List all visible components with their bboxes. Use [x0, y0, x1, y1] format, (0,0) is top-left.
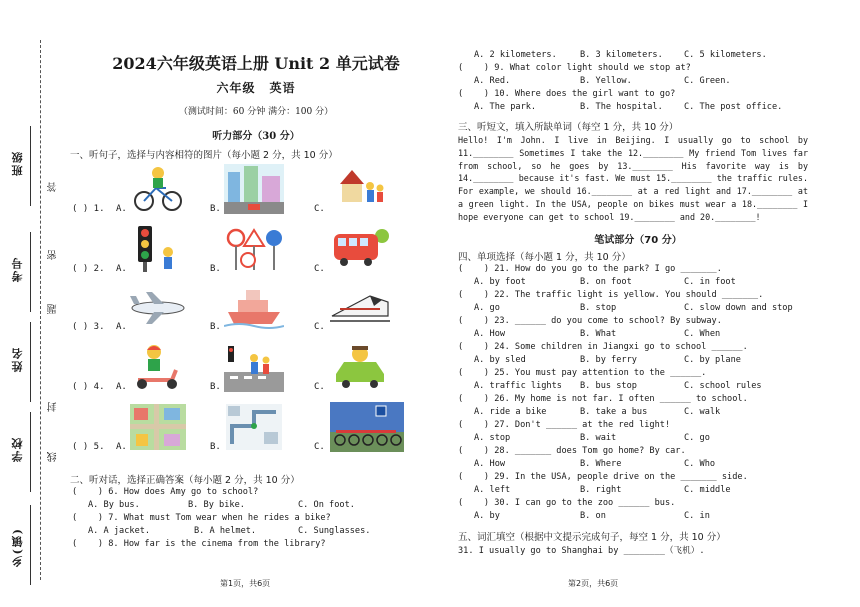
exam-subtitle: [186, 79, 326, 96]
town-map-picture[interactable]: [128, 402, 188, 452]
traffic-signs-picture[interactable]: [224, 224, 284, 274]
q30-option-b: B. on: [580, 511, 606, 521]
class-field[interactable]: [4, 126, 36, 206]
question-28: ( ) 28. _______ does Tom go home? By car.: [458, 446, 686, 456]
part2-title: 二、听对话，选择正确答案（每小题 2 分，共 10 分）: [70, 475, 300, 486]
option-c-label: C.: [314, 442, 325, 452]
question-31: 31. I usually go to Shanghai by ________（飞机）.: [458, 546, 705, 556]
township-field[interactable]: [4, 505, 36, 585]
exam-title: 2024六年级英语上册 Unit 2 单元试卷: [112, 54, 400, 73]
q9-option-c: C. Green.: [684, 76, 731, 86]
airplane-picture[interactable]: [128, 282, 188, 332]
q23-option-c: C. When: [684, 329, 721, 339]
picture-question-4: [66, 342, 448, 398]
q28-option-a: A. How: [474, 459, 506, 469]
picture-question-1: [66, 164, 448, 220]
high-speed-train-picture[interactable]: [330, 282, 390, 332]
q9-option-b: B. Yellow.: [580, 76, 632, 86]
q7-option-a: A. A jacket.: [88, 526, 151, 536]
part3-title: 三、听短文，填入所缺单词（每空 1 分，共 10 分）: [458, 122, 679, 133]
part4-title: 四、单项选择（每小题 1 分，共 10 分）: [458, 252, 631, 263]
seal-char-2: 密: [48, 250, 59, 260]
question-9: ( ) 9. What color light should we stop at?: [458, 63, 691, 73]
q23-option-b: B. What: [580, 329, 617, 339]
q26-option-a: A. ride a bike: [474, 407, 547, 417]
q28-option-b: B. Where: [580, 459, 622, 469]
q6-option-a: A. By bus.: [88, 500, 140, 510]
seal-char-5: 线: [48, 452, 59, 462]
q26-option-c: C. walk: [684, 407, 721, 417]
option-a-label: A.: [116, 322, 127, 332]
q23-option-a: A. How: [474, 329, 506, 339]
question-number: ( ) 3.: [72, 322, 105, 332]
option-b-label: B.: [210, 442, 221, 452]
question-24: ( ) 24. Some children in Jiangxi go to school ______.: [458, 342, 748, 352]
q22-option-b: B. stop: [580, 303, 617, 313]
subject-text: 英语: [269, 81, 296, 95]
q30-option-c: C. in: [684, 511, 710, 521]
page-2-footer: 第2页，共6页: [568, 579, 619, 588]
kids-walking-to-school-picture[interactable]: [330, 164, 390, 214]
q7-option-c: C. Sunglasses.: [298, 526, 371, 536]
seal-char-3: 题: [48, 304, 59, 314]
kids-crossing-road-picture[interactable]: [224, 342, 284, 392]
option-c-label: C.: [314, 264, 325, 274]
option-b-label: B.: [210, 382, 221, 392]
q24-option-a: A. by sled: [474, 355, 526, 365]
q27-option-c: C. go: [684, 433, 710, 443]
township-label: 乡(镇): [11, 527, 24, 568]
question-22: ( ) 22. The traffic light is yellow. You should _______.: [458, 290, 764, 300]
option-a-label: A.: [116, 442, 127, 452]
kid-riding-bike-picture[interactable]: [128, 164, 188, 214]
question-number: ( ) 5.: [72, 442, 105, 452]
binding-strip: [0, 0, 62, 607]
q6-option-b: B. By bike.: [188, 500, 245, 510]
bike-parking-picture[interactable]: [330, 402, 404, 452]
boy-on-scooter-picture[interactable]: [128, 342, 188, 392]
page-2: [458, 0, 810, 607]
q21-option-a: A. by foot: [474, 277, 526, 287]
option-a-label: A.: [116, 204, 127, 214]
option-b-label: B.: [210, 322, 221, 332]
option-b-label: B.: [210, 264, 221, 274]
man-driving-car-picture[interactable]: [330, 342, 390, 392]
question-30: ( ) 30. I can go to the zoo ______ bus.: [458, 498, 676, 508]
part5-title: 五、词汇填空（根据中文提示完成句子，每空 1 分，共 10 分）: [458, 532, 726, 543]
question-26: ( ) 26. My home is not far. I often ______ to school.: [458, 394, 748, 404]
q22-option-c: C. slow down and stop: [684, 303, 793, 313]
page-1-footer: 第1页，共6页: [220, 579, 271, 588]
time-info: （测试时间：60 分钟 满分：100 分）: [178, 107, 334, 117]
q8-option-b: B. 3 kilometers.: [580, 50, 663, 60]
q10-option-b: B. The hospital.: [580, 102, 663, 112]
q25-option-b: B. bus stop: [580, 381, 637, 391]
q25-option-a: A. traffic lights: [474, 381, 562, 391]
question-8: ( ) 8. How far is the cinema from the library?: [72, 539, 326, 549]
q26-option-b: B. take a bus: [580, 407, 648, 417]
question-27: ( ) 27. Don't ______ at the red light!: [458, 420, 671, 430]
route-map-picture[interactable]: [224, 402, 284, 452]
q7-option-b: B. A helmet.: [194, 526, 257, 536]
q8-option-c: C. 5 kilometers.: [684, 50, 767, 60]
written-section-title: 笔试部分（70 分）: [594, 235, 682, 246]
question-21: ( ) 21. How do you go to the park? I go _______.: [458, 264, 722, 274]
q24-option-c: C. by plane: [684, 355, 741, 365]
option-a-label: A.: [116, 382, 127, 392]
question-number: ( ) 2.: [72, 264, 105, 274]
bus-picture[interactable]: [330, 224, 390, 274]
picture-question-2: [66, 224, 448, 280]
binding-dashed-line: [40, 40, 41, 580]
question-29: ( ) 29. In the USA, people drive on the _______ side.: [458, 472, 748, 482]
ship-picture[interactable]: [224, 282, 284, 332]
q21-option-c: C. in foot: [684, 277, 736, 287]
seal-char-4: 封: [48, 402, 59, 412]
name-field[interactable]: [4, 322, 36, 402]
question-23: ( ) 23. ______ do you come to school? By subway.: [458, 316, 722, 326]
q6-option-c: C. On foot.: [298, 500, 355, 510]
exam-number-field[interactable]: [4, 232, 36, 312]
question-number: ( ) 4.: [72, 382, 105, 392]
q10-option-c: C. The post office.: [684, 102, 783, 112]
listening-section-title: 听力部分（30 分）: [212, 131, 300, 142]
picture-question-5: [66, 402, 448, 458]
q28-option-c: C. Who: [684, 459, 716, 469]
q8-option-a: A. 2 kilometers.: [474, 50, 557, 60]
class-label: 班级: [11, 150, 24, 176]
grade-text: 六年级: [216, 81, 256, 95]
question-7: ( ) 7. What must Tom wear when he rides a bike?: [72, 513, 331, 523]
q29-option-a: A. left: [474, 485, 511, 495]
city-street-picture[interactable]: [224, 164, 284, 214]
picture-question-3: [66, 282, 448, 338]
option-c-label: C.: [314, 382, 325, 392]
q9-option-a: A. Red.: [474, 76, 511, 86]
q29-option-b: B. right: [580, 485, 622, 495]
traffic-light-picture[interactable]: [128, 224, 188, 274]
school-field[interactable]: [4, 412, 36, 492]
page-1: [66, 0, 448, 607]
exam-number-label: 考号: [11, 256, 24, 282]
option-b-label: B.: [210, 204, 221, 214]
q22-option-a: A. go: [474, 303, 500, 313]
name-label: 姓名: [11, 346, 24, 372]
q21-option-b: B. on foot: [580, 277, 632, 287]
q25-option-c: C. school rules: [684, 381, 762, 391]
option-c-label: C.: [314, 204, 325, 214]
seal-char-1: 答: [48, 182, 59, 192]
question-number: ( ) 1.: [72, 204, 105, 214]
question-6: ( ) 6. How does Amy go to school?: [72, 487, 259, 497]
q27-option-b: B. wait: [580, 433, 617, 443]
q29-option-c: C. middle: [684, 485, 731, 495]
part1-title: 一、听句子，选择与内容相符的图片（每小题 2 分，共 10 分）: [70, 150, 338, 161]
q24-option-b: B. by ferry: [580, 355, 637, 365]
school-label: 学校: [11, 436, 24, 462]
option-a-label: A.: [116, 264, 127, 274]
q10-option-a: A. The park.: [474, 102, 537, 112]
q30-option-a: A. by: [474, 511, 500, 521]
listening-passage: Hello! I'm John. I live in Beijing. I usually go to school by 11.________ Sometimes I take the 12.________ My friend Tom lives far from school, so he goes by 13.________ His favorite way is by 14.________ because it's fast. We must 15.________ the traffic rules. For example, we should 16.________ at a red light and 17.________ at a green light. In the USA, people on bikes must wear a 18.________ I hope everyone can get to school 19.________ and 20.________!: [458, 135, 808, 222]
q27-option-a: A. stop: [474, 433, 511, 443]
question-10: ( ) 10. Where does the girl want to go?: [458, 89, 676, 99]
option-c-label: C.: [314, 322, 325, 332]
question-25: ( ) 25. You must pay attention to the ______.: [458, 368, 707, 378]
